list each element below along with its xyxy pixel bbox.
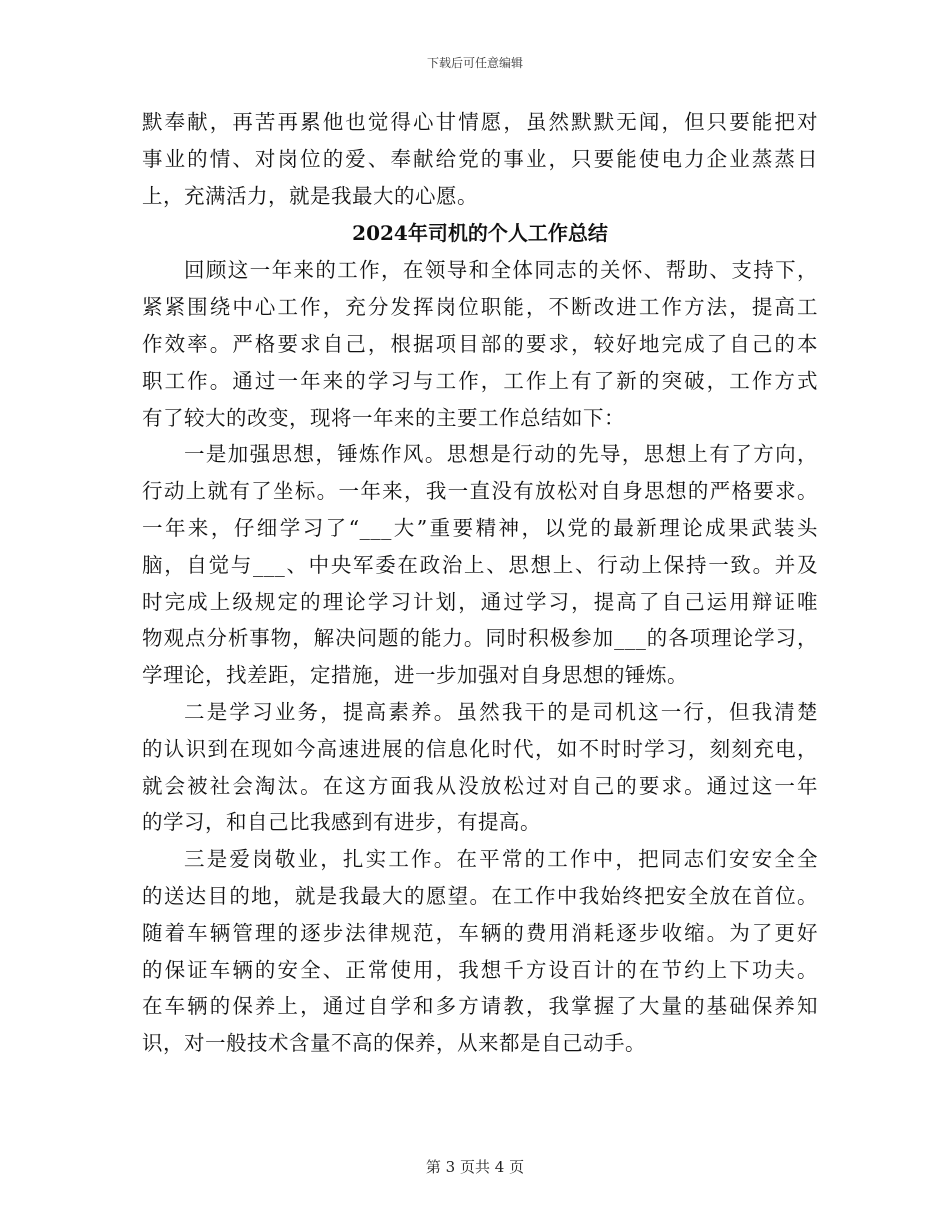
- text-line: 物观点分析事物，解决问题的能力。同时积极参加___的各项理论学习，: [142, 626, 818, 651]
- text-line: 时完成上级规定的理论学习计划，通过学习，提高了自己运用辩证唯: [142, 589, 818, 614]
- intro-paragraph: [142, 104, 818, 214]
- text-line: 的认识到在现如今高速进展的信息化时代，如不时时学习，刻刻充电，: [142, 736, 818, 761]
- paragraph-thought: [142, 436, 818, 694]
- text-line: 作效率。严格要求自己，根据项目部的要求，较好地完成了自己的本: [142, 331, 818, 356]
- text-line: 在车辆的保养上，通过自学和多方请教，我掌握了大量的基础保养知: [142, 994, 818, 1019]
- paragraph-study: [142, 694, 818, 841]
- text-line: 的保证车辆的安全、正常使用，我想千方设百计的在节约上下功夫。: [142, 957, 818, 982]
- text-line: 就会被社会淘汰。在这方面我从没放松过对自己的要求。通过这一年: [142, 773, 818, 798]
- text-line: 默奉献，再苦再累他也觉得心甘情愿，虽然默默无闻，但只要能把对: [142, 110, 818, 134]
- paragraph-review: [142, 252, 818, 436]
- text-line: 紧紧围绕中心工作，充分发挥岗位职能，不断改进工作方法，提高工: [142, 295, 818, 320]
- text-line: 的送达目的地，就是我最大的愿望。在工作中我始终把安全放在首位。: [142, 883, 818, 908]
- text-line: 三是爱岗敬业，扎实工作。在平常的工作中，把同志们安安全全: [184, 847, 818, 872]
- text-line: 二是学习业务，提高素养。虽然我干的是司机这一行，但我清楚: [184, 699, 818, 724]
- text-line: 一年来，仔细学习了“___大”重要精神，以党的最新理论成果武装头: [142, 515, 818, 540]
- text-line: 事业的情、对岗位的爱、奉献给党的事业，只要能使电力企业蒸蒸日: [142, 146, 818, 171]
- text-line: 回顾这一年来的工作，在领导和全体同志的关怀、帮助、支持下，: [184, 258, 818, 283]
- document-title: 2024年司机的个人工作总结: [352, 221, 608, 246]
- text-line: 脑，自觉与___、中央军委在政治上、思想上、行动上保持一致。并及: [142, 552, 818, 577]
- paragraph-dedication: [142, 841, 818, 1062]
- text-line: 识，对一般技术含量不高的保养，从来都是自己动手。: [142, 1031, 646, 1056]
- text-line: 的学习，和自己比我感到有进步，有提高。: [142, 810, 541, 835]
- document-body: [142, 104, 818, 1062]
- page-footer: 第 3 页共 4 页: [425, 1158, 525, 1176]
- text-line: 学理论，找差距，定措施，进一步加强对自身思想的锤炼。: [142, 663, 688, 688]
- text-line: 随着车辆管理的逐步法律规范，车辆的费用消耗逐步收缩。为了更好: [142, 920, 818, 945]
- page-header: 下载后可任意编辑: [426, 56, 523, 70]
- text-line: 上，充满活力，就是我最大的心愿。: [142, 183, 478, 208]
- text-line: 行动上就有了坐标。一年来，我一直没有放松对自身思想的严格要求。: [142, 479, 818, 504]
- text-line: 一是加强思想，锤炼作风。思想是行动的先导，思想上有了方向，: [184, 442, 818, 467]
- text-line: 有了较大的改变，现将一年来的主要工作总结如下：: [142, 405, 625, 430]
- text-line: 职工作。通过一年来的学习与工作，工作上有了新的突破，工作方式: [142, 368, 818, 393]
